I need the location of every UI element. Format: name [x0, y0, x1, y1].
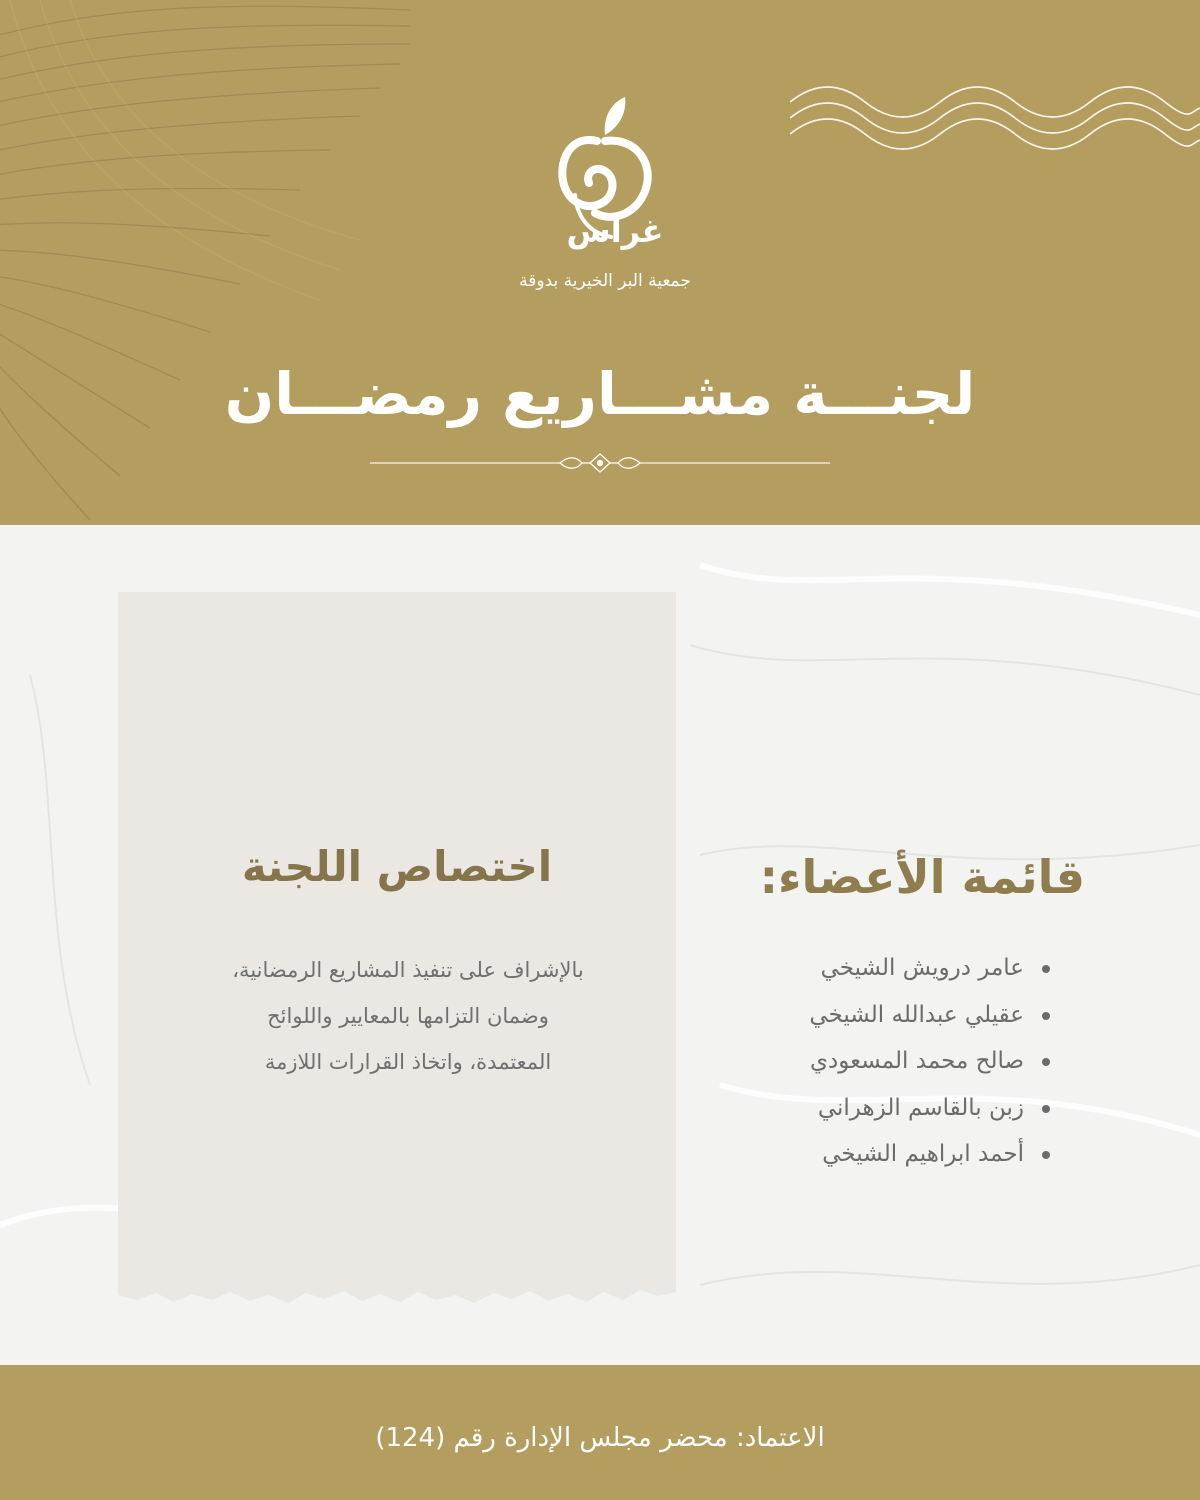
page-title: لجنـــة مشـــاريع رمضـــان: [224, 360, 976, 428]
member-item: أحمد ابراهيم الشيخي: [809, 1131, 1050, 1178]
charity-logo: [490, 95, 720, 305]
line-wave-decoration: [0, 0, 420, 525]
wave-lines-decoration: [790, 80, 1200, 160]
ornament-divider: [370, 452, 830, 474]
approval-note: الاعتماد: محضر مجلس الإدارة رقم (124): [375, 1423, 825, 1453]
description-line: المعتمدة، واتخاذ القرارات اللازمة: [264, 1050, 552, 1074]
members-list: [809, 945, 1050, 1178]
description-line: وضمان التزامها بالمعايير واللوائح: [267, 1004, 549, 1028]
description-line: بالإشراف على تنفيذ المشاريع الرمضانية،: [232, 958, 584, 982]
member-item: عقيلي عبدالله الشيخي: [809, 992, 1050, 1039]
logo-name: غراس: [566, 212, 664, 250]
member-item: زبن بالقاسم الزهراني: [809, 1085, 1050, 1132]
logo-subtitle: جمعية البر الخيرية بدوقة: [519, 271, 691, 291]
header-banner: [0, 0, 1200, 525]
footer-banner: [0, 1365, 1200, 1500]
member-item: عامر درويش الشيخي: [809, 945, 1050, 992]
member-item: صالح محمد المسعودي: [809, 1038, 1050, 1085]
members-title: قائمة الأعضاء:: [759, 850, 1085, 904]
committee-role-title: اختصاص اللجنة: [241, 842, 553, 891]
committee-role-description: [188, 947, 628, 1085]
committee-role-card: [118, 592, 676, 1322]
